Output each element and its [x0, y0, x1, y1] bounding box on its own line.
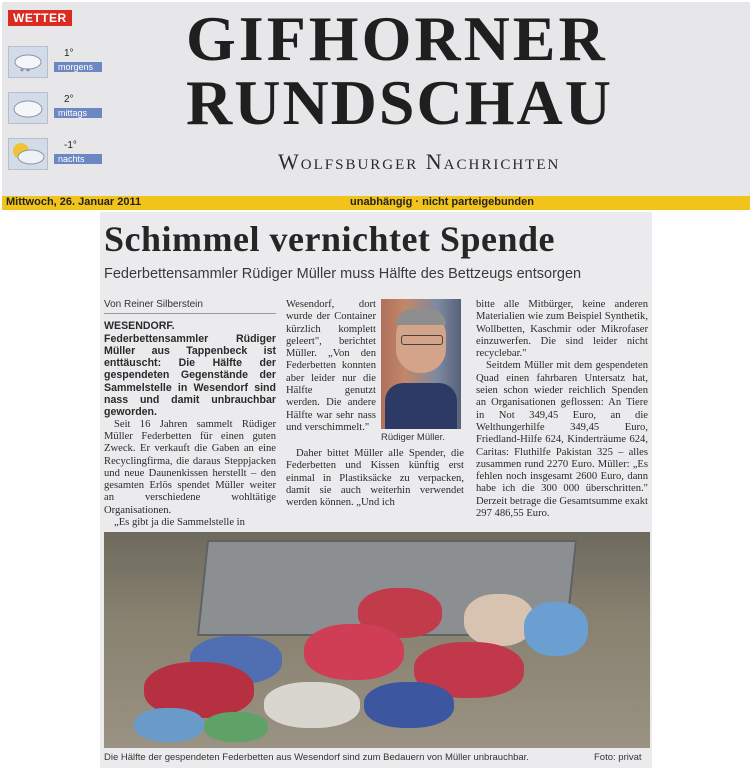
- weather-temp: -1°: [64, 140, 77, 151]
- column-3: [476, 299, 648, 520]
- snow-cloud-icon: [8, 46, 48, 78]
- byline: Von Reiner Silberstein: [104, 299, 276, 314]
- paragraph: Seitdem Müller mit dem gespendeten Quad einen fahrbaren Untersatz hat, seien schon wieder reichlich Spenden an Organisationen geflossen: An Tiere in Not 349,45 Euro, an die Welthungerhilfe 349,45 Euro, Friedland-Hilfe 624, Kinderträume 624, Caritas: Fluthilfe Pakistan 325 – alles zusammen rund 2270 Euro. Müller: „Es fehlen noch insgesamt 2600 Euro, dann habe ich die 300 000 überschritten." Derzeit betrage die Gesamtsumme exakt 297 486,55 Euro.: [476, 360, 648, 520]
- paragraph: „Es gibt ja die Sammelstelle in: [114, 517, 245, 529]
- weather-box: [2, 2, 102, 196]
- issue-date: Mittwoch, 26. Januar 2011: [6, 196, 142, 208]
- paragraph: bitte alle Mitbürger, keine anderen Materialien wie zum Beispiel Synthetik, Wollbetten, Kaschmir oder Mikrofaser einzuwerfen. Die sind leider nicht recyclebar.": [476, 299, 648, 360]
- container-photo: [104, 532, 650, 748]
- column-2-bottom: [286, 448, 464, 509]
- newspaper-title-line1: GIFHORNER: [186, 3, 608, 74]
- weather-tag: WETTER: [8, 10, 72, 26]
- weather-temp: 2°: [64, 94, 74, 105]
- weather-morning: [8, 46, 98, 86]
- weather-night: [8, 138, 98, 178]
- paragraph: Wesendorf, dort wurde der Container kürzlich komplett geleert", berichtet Müller. „Von den Federbetten konnten aber leider nur die Hälfte genutzt werden. Die andere Hälfte war sehr nass und verschimmelt.": [286, 299, 376, 433]
- date-bar: [2, 196, 750, 210]
- weather-midday: [8, 92, 98, 132]
- newspaper-title-line2: RUNDSCHAU: [186, 67, 613, 138]
- photo-caption: Die Hälfte der gespendeten Federbetten aus Wesendorf sind zum Bedauern von Müller unbrauchbar.: [104, 752, 529, 763]
- portrait-photo: [381, 299, 461, 429]
- photo-credit: Foto: privat: [594, 752, 642, 763]
- deck: Federbettensammler Rüdiger Müller muss Hälfte des Bettzeugs entsorgen: [104, 266, 582, 282]
- moon-cloud-icon: [8, 138, 48, 170]
- headline: Schimmel vernichtet Spende: [104, 219, 555, 259]
- paragraph: Daher bittet Müller alle Spender, die Federbetten und Kissen künftig erst einmal in Plastiksäcke zu verpacken, damit sie auch weiterhin verwendet werden können. „Und ich: [286, 448, 464, 509]
- svg-text:* *: * *: [20, 67, 30, 76]
- article: [100, 212, 652, 768]
- column-2-top: [286, 299, 376, 434]
- slogan: unabhängig · nicht parteigebunden: [350, 196, 534, 208]
- column-1: [104, 299, 276, 529]
- masthead: [2, 2, 750, 196]
- newspaper-subtitle: Wolfsburger Nachrichten: [278, 149, 561, 174]
- weather-label: mittags: [54, 108, 102, 118]
- portrait-caption: Rüdiger Müller.: [381, 432, 445, 443]
- weather-label: morgens: [54, 62, 102, 72]
- weather-temp: 1°: [64, 48, 74, 59]
- weather-label: nachts: [54, 154, 102, 164]
- cloud-icon: [8, 92, 48, 124]
- paragraph: Seit 16 Jahren sammelt Rüdiger Müller Federbetten für einen guten Zweck. Er verkauft die Gaben an eine Recyclingfirma, die daraus Steppjacken und neue Daunenkissen herstellt – den gesamten Erlös spendet Müller weiter an verschiedene wohltätige Organisationen.: [104, 418, 276, 516]
- lead-paragraph: WESENDORF. Federbettensammler Rüdiger Müller aus Tappenbeck ist enttäuscht: Die Hälfte der gespendeten Gegenstände der Sammelstelle in Wesendorf sind nass und damit unbrauchbar geworden.: [104, 320, 276, 419]
